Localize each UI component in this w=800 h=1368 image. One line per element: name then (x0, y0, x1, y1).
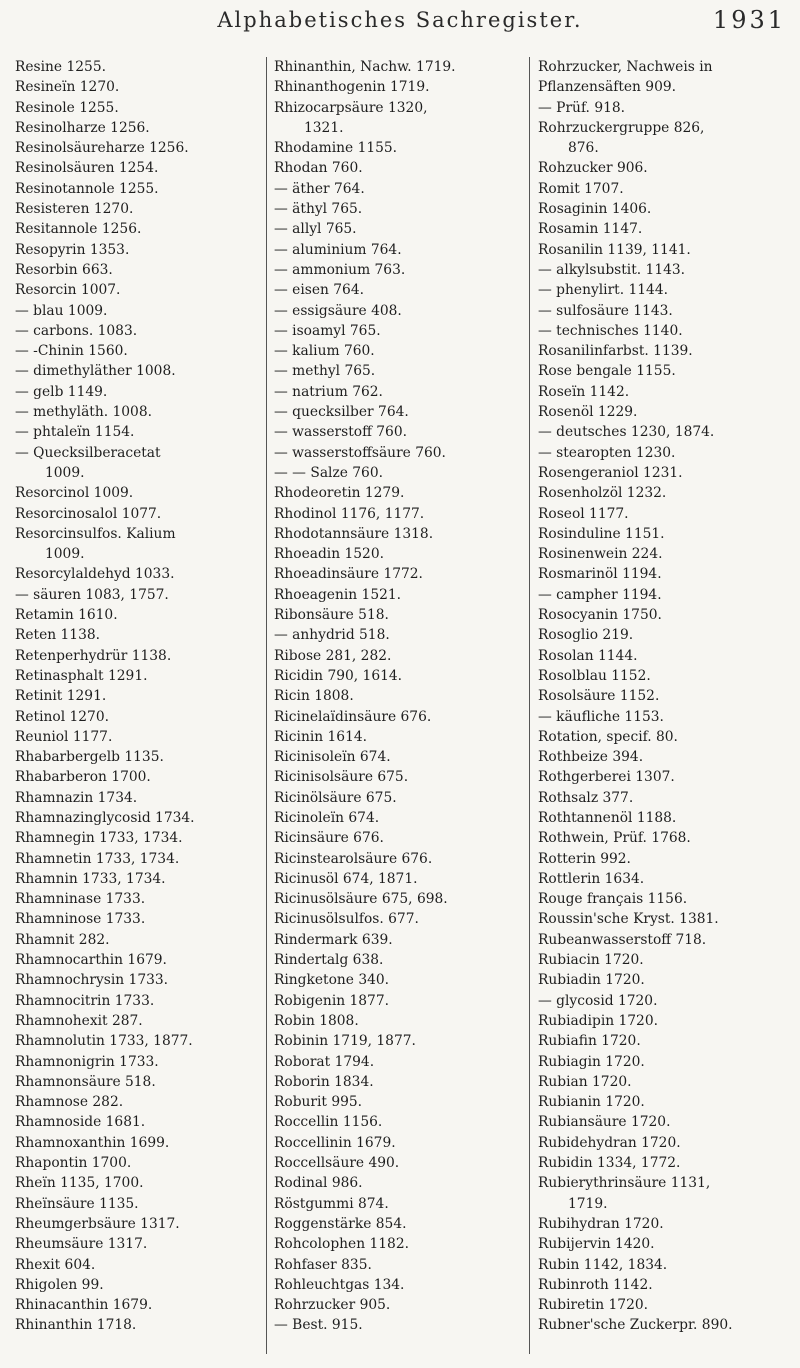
index-entry: — äthyl 765. (274, 201, 363, 218)
index-entry: Roggenstärke 854. (274, 1215, 407, 1232)
index-entry: Resinolsäureharze 1256. (15, 140, 189, 157)
index-entry: Rhamnoxanthin 1699. (15, 1134, 170, 1151)
index-entry: Resinolsäuren 1254. (15, 160, 159, 177)
index-entry: Rhamnin 1733, 1734. (15, 870, 166, 887)
index-entry: Rosolblau 1152. (538, 667, 651, 684)
index-entry: Rohcolophen 1182. (274, 1236, 409, 1253)
index-entry: 1009. (45, 546, 85, 563)
index-entry: Röstgummi 874. (274, 1195, 389, 1212)
index-entry: Rubianin 1720. (538, 1094, 645, 1111)
running-header (0, 0, 800, 52)
index-entry: Rhinacanthin 1679. (15, 1297, 153, 1314)
index-entry: Resorcinol 1009. (15, 485, 134, 502)
index-entry: — methyl 765. (274, 363, 376, 380)
index-entry: Rubierythrinsäure 1131, (538, 1175, 711, 1192)
index-entry: Rosinenwein 224. (538, 546, 663, 563)
index-entry: Rubihydran 1720. (538, 1215, 664, 1232)
index-entry: Resorcin 1007. (15, 282, 121, 299)
index-entry: Ricinusöl 674, 1871. (274, 870, 418, 887)
index-entry: Rhamnocarthin 1679. (15, 952, 167, 969)
index-entry: Pflanzensäften 909. (538, 79, 677, 96)
index-entry: — allyl 765. (274, 221, 357, 238)
index-entry: Rheïn 1135, 1700. (15, 1175, 144, 1192)
index-entry: — glycosid 1720. (538, 992, 658, 1009)
index-entry: — -Chinin 1560. (15, 343, 128, 360)
index-entry: — gelb 1149. (15, 383, 108, 400)
index-entry: Rhabarbergelb 1135. (15, 749, 164, 766)
index-column-2 (274, 57, 534, 1354)
index-entry: Rosanilin 1139, 1141. (538, 241, 691, 258)
index-column-1 (15, 57, 275, 1354)
index-entry: Resinolharze 1256. (15, 119, 150, 136)
index-entry: 1719. (568, 1195, 608, 1212)
index-entry: Retinasphalt 1291. (15, 667, 148, 684)
index-entry: Roseol 1177. (538, 505, 629, 522)
index-entry: 1009. (45, 464, 85, 481)
index-entry: Ricinisoleïn 674. (274, 749, 391, 766)
index-entry: Roburit 995. (274, 1094, 363, 1111)
index-entry: Rindermark 639. (274, 931, 393, 948)
index-entry: 876. (568, 140, 599, 157)
index-entry: Reten 1138. (15, 627, 101, 644)
index-entry: Rosenholzöl 1232. (538, 485, 667, 502)
index-column-3 (538, 57, 798, 1354)
index-entry: Rubin 1142, 1834. (538, 1256, 668, 1273)
index-entry: — — Salze 760. (274, 464, 383, 481)
index-entry: Rhigolen 99. (15, 1276, 104, 1293)
index-entry: Rubiansäure 1720. (538, 1114, 671, 1131)
index-entry: Rubiafin 1720. (538, 1033, 641, 1050)
index-entry: Rhamnose 282. (15, 1094, 124, 1111)
column-divider (529, 57, 530, 1354)
index-entry: Roccellin 1156. (274, 1114, 383, 1131)
index-entry: Roccellinin 1679. (274, 1134, 396, 1151)
index-entry: — dimethyläther 1008. (15, 363, 176, 380)
index-entry: Rohrzucker, Nachweis in (538, 59, 713, 75)
index-entry: Robigenin 1877. (274, 992, 390, 1009)
index-entry: Rosengeraniol 1231. (538, 464, 683, 481)
index-entry: Resitannole 1256. (15, 221, 142, 238)
index-entry: Rubiacin 1720. (538, 952, 644, 969)
index-entry: Rouge français 1156. (538, 891, 688, 908)
index-entry: — technisches 1140. (538, 322, 683, 339)
index-entry: Ricinsäure 676. (274, 830, 384, 847)
index-entry: Resorcinosalol 1077. (15, 505, 162, 522)
index-entry: Ricinelaïdinsäure 676. (274, 708, 432, 725)
index-entry: Rubian 1720. (538, 1073, 632, 1090)
index-entry: Romit 1707. (538, 180, 624, 197)
index-entry: Rhamnetin 1733, 1734. (15, 850, 180, 867)
column-divider (266, 57, 267, 1354)
index-entry: — säuren 1083, 1757. (15, 586, 169, 603)
index-entry: Resorcylaldehyd 1033. (15, 566, 175, 583)
page-number: 1931 (712, 6, 786, 34)
index-entry: Resine 1255. (15, 59, 106, 75)
index-entry: Rhabarberon 1700. (15, 769, 151, 786)
index-entry: Roborat 1794. (274, 1053, 375, 1070)
index-entry: — Best. 915. (274, 1317, 363, 1334)
index-entry: Rhodinol 1176, 1177. (274, 505, 425, 522)
index-entry: Rhamnochrysin 1733. (15, 972, 169, 989)
index-entry: Rohzucker 906. (538, 160, 648, 177)
index-entry: Reuniol 1177. (15, 728, 113, 745)
index-entry: — Quecksilberacetat (15, 444, 161, 461)
index-entry: Ricinölsäure 675. (274, 789, 397, 806)
index-entry: Rhodamine 1155. (274, 140, 398, 157)
index-entry: — aluminium 764. (274, 241, 402, 258)
index-entry: — alkylsubstit. 1143. (538, 261, 686, 278)
index-entry: Rosanilinfarbst. 1139. (538, 343, 693, 360)
index-entry: Rosolan 1144. (538, 647, 638, 664)
index-entry: Roussin'sche Kryst. 1381. (538, 911, 719, 928)
index-entry: Rheumsäure 1317. (15, 1236, 148, 1253)
index-entry: Roccellsäure 490. (274, 1155, 400, 1172)
index-entry: Rothbeize 394. (538, 749, 644, 766)
index-entry: Rubiagin 1720. (538, 1053, 645, 1070)
index-entry: Ricinoleïn 674. (274, 809, 380, 826)
index-entry: Rhamnoside 1681. (15, 1114, 146, 1131)
index-entry: Rhoeadin 1520. (274, 546, 384, 563)
index-entry: — wasserstoffsäure 760. (274, 444, 446, 461)
index-entry: Resinotannole 1255. (15, 180, 159, 197)
index-entry: Retamin 1610. (15, 607, 118, 624)
index-entry: — kalium 760. (274, 343, 375, 360)
index-entry: Rhexit 604. (15, 1256, 96, 1273)
index-entry: — käufliche 1153. (538, 708, 664, 725)
index-entry: Rhodotannsäure 1318. (274, 525, 434, 542)
index-entry: — ammonium 763. (274, 261, 406, 278)
index-entry: Roseïn 1142. (538, 383, 630, 400)
index-entry: Rhinanthogenin 1719. (274, 79, 430, 96)
index-entry: — wasserstoff 760. (274, 424, 407, 441)
index-entry: — blau 1009. (15, 302, 108, 319)
index-entry: Rubiadipin 1720. (538, 1012, 659, 1029)
index-entry: Rothtannenöl 1188. (538, 809, 677, 826)
index-entry: Rhamnohexit 287. (15, 1012, 143, 1029)
index-entry: Rhamnonsäure 518. (15, 1073, 156, 1090)
index-entry: Rubeanwasserstoff 718. (538, 931, 707, 948)
index-entry: Ricinstearolsäure 676. (274, 850, 433, 867)
index-entry: Rhamninose 1733. (15, 911, 146, 928)
index-entry: — phenylirt. 1144. (538, 282, 668, 299)
index-entry: Ricinisolsäure 675. (274, 769, 409, 786)
index-entry: Rhamnazinglycosid 1734. (15, 809, 195, 826)
index-entry: Rothgerberei 1307. (538, 769, 675, 786)
index-entry: Ribonsäure 518. (274, 607, 389, 624)
index-entry: Rottlerin 1634. (538, 870, 645, 887)
index-entry: — carbons. 1083. (15, 322, 138, 339)
index-entry: Rosamin 1147. (538, 221, 643, 238)
index-entry: Rindertalg 638. (274, 952, 384, 969)
index-entry: Rubidin 1334, 1772. (538, 1155, 681, 1172)
index-entry: Rhamnonigrin 1733. (15, 1053, 159, 1070)
index-entry: Rohrzuckergruppe 826, (538, 119, 705, 136)
index-entry: Rosmarinöl 1194. (538, 566, 662, 583)
index-entry: — eisen 764. (274, 282, 364, 299)
index-entry: Ricinusölsulfos. 677. (274, 911, 419, 928)
index-entry: Rhodan 760. (274, 160, 363, 177)
index-entry: Rohfaser 835. (274, 1256, 372, 1273)
index-entry: Ricidin 790, 1614. (274, 667, 403, 684)
index-entry: Retinol 1270. (15, 708, 109, 725)
index-entry: — isoamyl 765. (274, 322, 381, 339)
index-entry: Resorcinsulfos. Kalium (15, 525, 176, 542)
index-entry: — quecksilber 764. (274, 404, 409, 421)
index-entry: Ricinin 1614. (274, 728, 368, 745)
index-entry: Rhinanthin 1718. (15, 1317, 137, 1334)
index-entry: Rhoeadinsäure 1772. (274, 566, 423, 583)
index-entry: Robin 1808. (274, 1012, 359, 1029)
index-entry: Rosoglio 219. (538, 627, 634, 644)
index-entry: — anhydrid 518. (274, 627, 390, 644)
index-entry: Resopyrin 1353. (15, 241, 130, 258)
index-entry: Rosaginin 1406. (538, 201, 652, 218)
index-entry: Ricinusölsäure 675, 698. (274, 891, 448, 908)
index-entry: Rhodeoretin 1279. (274, 485, 405, 502)
index-entry: Resorbin 663. (15, 261, 113, 278)
index-entry: Rose bengale 1155. (538, 363, 676, 380)
index-entry: Rosocyanin 1750. (538, 607, 662, 624)
index-entry: Rhinanthin, Nachw. 1719. (274, 59, 456, 75)
index-entry: — campher 1194. (538, 586, 662, 603)
index-entry: — methyläth. 1008. (15, 404, 152, 421)
index-entry: Rubidehydran 1720. (538, 1134, 681, 1151)
index-entry: — phtaleïn 1154. (15, 424, 135, 441)
index-entry: Rhamnocitrin 1733. (15, 992, 155, 1009)
index-entry: Rhoeagenin 1521. (274, 586, 402, 603)
index-entry: Rhapontin 1700. (15, 1155, 132, 1172)
index-entry: Rotterin 992. (538, 850, 631, 867)
index-entry: Rothsalz 377. (538, 789, 634, 806)
index-entry: — natrium 762. (274, 383, 383, 400)
index-entry: Rhamninase 1733. (15, 891, 146, 908)
index-entry: Rhamnegin 1733, 1734. (15, 830, 183, 847)
index-entry: Rhamnit 282. (15, 931, 110, 948)
index-entry: Robinin 1719, 1877. (274, 1033, 416, 1050)
index-entry: Rothwein, Prüf. 1768. (538, 830, 691, 847)
index-entry: Ringketone 340. (274, 972, 390, 989)
index-entry: Rubijervin 1420. (538, 1236, 655, 1253)
index-entry: Ribose 281, 282. (274, 647, 392, 664)
index-entry: Rubiadin 1720. (538, 972, 645, 989)
index-entry: — stearopten 1230. (538, 444, 676, 461)
index-entry: Rheïnsäure 1135. (15, 1195, 139, 1212)
index-entry: Resineïn 1270. (15, 79, 120, 96)
index-entry: Rosinduline 1151. (538, 525, 665, 542)
index-entry: — deutsches 1230, 1874. (538, 424, 715, 441)
index-entry: — essigsäure 408. (274, 302, 402, 319)
index-entry: Rheumgerbsäure 1317. (15, 1215, 180, 1232)
index-entry: Rhizocarpsäure 1320, (274, 99, 428, 116)
index-entry: Rubner'sche Zuckerpr. 890. (538, 1317, 733, 1334)
index-entry: — Prüf. 918. (538, 99, 626, 116)
index-entry: Rodinal 986. (274, 1175, 363, 1192)
index-entry: Rhamnolutin 1733, 1877. (15, 1033, 193, 1050)
index-entry: Rubinroth 1142. (538, 1276, 653, 1293)
index-entry: Retenperhydrür 1138. (15, 647, 172, 664)
index-entry: Roborin 1834. (274, 1073, 374, 1090)
index-entry: Retinit 1291. (15, 688, 107, 705)
index-entry: — äther 764. (274, 180, 365, 197)
index-entry: 1321. (304, 119, 344, 136)
index-entry: Rosolsäure 1152. (538, 688, 660, 705)
index-entry: Rohrzucker 905. (274, 1297, 391, 1314)
index-entry: Resinole 1255. (15, 99, 119, 116)
index-entry: Rotation, specif. 80. (538, 728, 678, 745)
index-entry: Resisteren 1270. (15, 201, 134, 218)
index-entry: — sulfosäure 1143. (538, 302, 673, 319)
index-entry: Rubiretin 1720. (538, 1297, 649, 1314)
index-entry: Rhamnazin 1734. (15, 789, 138, 806)
index-entry: Rosenöl 1229. (538, 404, 638, 421)
index-entry: Ricin 1808. (274, 688, 354, 705)
page-title: Alphabetisches Sachregister. (217, 8, 583, 32)
index-entry: Rohleuchtgas 134. (274, 1276, 405, 1293)
